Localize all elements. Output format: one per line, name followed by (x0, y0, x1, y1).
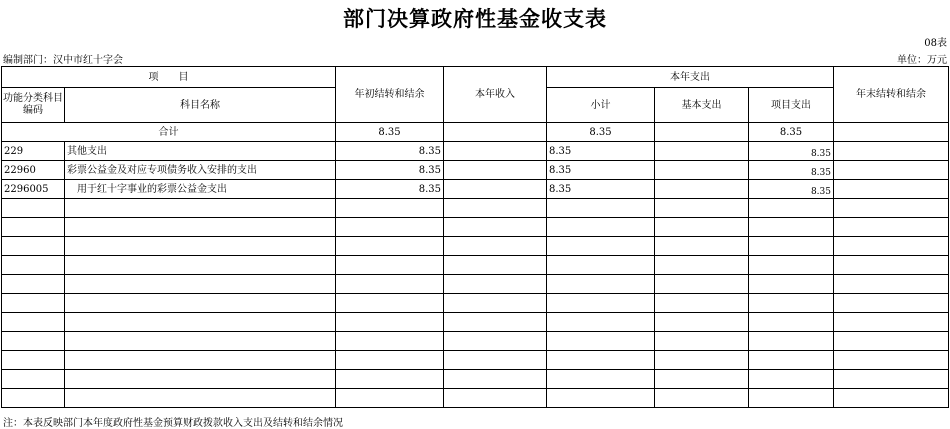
header-income: 本年收入 (444, 67, 547, 123)
total-subtotal: 8.35 (547, 123, 655, 142)
empty-cell (749, 237, 834, 256)
empty-cell (65, 389, 336, 408)
empty-cell (65, 294, 336, 313)
empty-cell (444, 332, 547, 351)
empty-cell (834, 332, 949, 351)
empty-cell (2, 218, 65, 237)
empty-cell (749, 313, 834, 332)
empty-cell (444, 199, 547, 218)
total-begin-balance: 8.35 (336, 123, 444, 142)
empty-cell (336, 351, 444, 370)
empty-cell (655, 389, 749, 408)
empty-cell (2, 275, 65, 294)
empty-cell (444, 351, 547, 370)
row-basic-expense (655, 180, 749, 199)
empty-cell (2, 313, 65, 332)
row-project-expense: 8.35 (749, 161, 834, 180)
row-subtotal: 8.35 (547, 161, 655, 180)
empty-cell (547, 199, 655, 218)
header-project: 项 目 (2, 67, 336, 88)
total-income (444, 123, 547, 142)
empty-cell (749, 370, 834, 389)
empty-row (2, 256, 949, 275)
table-row (2, 161, 949, 180)
empty-row (2, 370, 949, 389)
empty-cell (749, 275, 834, 294)
empty-cell (444, 218, 547, 237)
empty-row (2, 313, 949, 332)
header-expense-group: 本年支出 (547, 67, 834, 88)
header-subtotal: 小计 (547, 88, 655, 123)
empty-cell (547, 332, 655, 351)
empty-cell (834, 370, 949, 389)
empty-cell (65, 332, 336, 351)
row-name: 其他支出 (65, 142, 336, 161)
empty-cell (444, 275, 547, 294)
empty-cell (834, 218, 949, 237)
empty-cell (65, 313, 336, 332)
empty-cell (2, 351, 65, 370)
row-code: 229 (2, 142, 65, 161)
row-project-expense: 8.35 (749, 180, 834, 199)
empty-row (2, 218, 949, 237)
header-project-expense: 项目支出 (749, 88, 834, 123)
empty-cell (655, 199, 749, 218)
empty-cell (2, 256, 65, 275)
empty-cell (655, 256, 749, 275)
page-title: 部门决算政府性基金收支表 (343, 7, 607, 31)
empty-row (2, 237, 949, 256)
empty-cell (336, 199, 444, 218)
header-basic-expense: 基本支出 (655, 88, 749, 123)
row-basic-expense (655, 142, 749, 161)
unit-label: 单位：万元 (897, 55, 947, 66)
header-end-balance: 年末结转和结余 (834, 67, 949, 123)
row-begin-balance: 8.35 (336, 142, 444, 161)
empty-cell (2, 294, 65, 313)
empty-row (2, 332, 949, 351)
empty-cell (336, 332, 444, 351)
empty-cell (749, 294, 834, 313)
empty-cell (834, 199, 949, 218)
empty-row (2, 294, 949, 313)
empty-cell (65, 256, 336, 275)
row-project-expense: 8.35 (749, 142, 834, 161)
empty-cell (547, 237, 655, 256)
empty-cell (547, 370, 655, 389)
row-income (444, 180, 547, 199)
empty-cell (336, 389, 444, 408)
empty-cell (444, 370, 547, 389)
empty-cell (65, 199, 336, 218)
empty-cell (336, 313, 444, 332)
empty-cell (655, 237, 749, 256)
empty-cell (65, 275, 336, 294)
empty-cell (444, 389, 547, 408)
empty-cell (547, 351, 655, 370)
empty-cell (65, 351, 336, 370)
empty-cell (655, 313, 749, 332)
empty-cell (749, 351, 834, 370)
empty-cell (2, 199, 65, 218)
empty-cell (336, 275, 444, 294)
empty-cell (655, 294, 749, 313)
total-end-balance (834, 123, 949, 142)
row-income (444, 161, 547, 180)
row-name: 用于红十字事业的彩票公益金支出 (65, 180, 336, 199)
empty-cell (749, 256, 834, 275)
empty-cell (2, 389, 65, 408)
row-subtotal: 8.35 (547, 142, 655, 161)
table-number: 08表 (924, 38, 947, 49)
footnote: 注：本表反映部门本年度政府性基金预算财政拨款收入支出及结转和结余情况 (3, 418, 343, 429)
row-subtotal: 8.35 (547, 180, 655, 199)
row-end-balance (834, 161, 949, 180)
empty-cell (336, 370, 444, 389)
empty-cell (655, 275, 749, 294)
header-subject-name: 科目名称 (65, 88, 336, 123)
empty-cell (834, 294, 949, 313)
empty-cell (834, 351, 949, 370)
empty-cell (336, 256, 444, 275)
empty-cell (444, 313, 547, 332)
row-begin-balance: 8.35 (336, 161, 444, 180)
empty-cell (2, 237, 65, 256)
table-row (2, 142, 949, 161)
empty-row (2, 389, 949, 408)
empty-cell (834, 313, 949, 332)
empty-cell (655, 218, 749, 237)
department-label: 编制部门：汉中市红十字会 (3, 55, 123, 66)
empty-cell (749, 389, 834, 408)
empty-cell (547, 275, 655, 294)
fund-table (1, 66, 949, 408)
table-row (2, 180, 949, 199)
empty-cell (547, 294, 655, 313)
empty-cell (65, 218, 336, 237)
empty-cell (749, 218, 834, 237)
empty-cell (655, 370, 749, 389)
row-end-balance (834, 142, 949, 161)
empty-cell (834, 275, 949, 294)
empty-cell (336, 218, 444, 237)
empty-cell (749, 199, 834, 218)
empty-cell (834, 237, 949, 256)
empty-row (2, 199, 949, 218)
row-income (444, 142, 547, 161)
empty-cell (655, 332, 749, 351)
total-row (2, 123, 949, 142)
empty-cell (547, 389, 655, 408)
row-code: 2296005 (2, 180, 65, 199)
empty-cell (834, 389, 949, 408)
empty-cell (444, 294, 547, 313)
empty-cell (547, 256, 655, 275)
empty-cell (2, 332, 65, 351)
empty-cell (65, 370, 336, 389)
empty-cell (336, 294, 444, 313)
total-project-expense: 8.35 (749, 123, 834, 142)
empty-cell (547, 313, 655, 332)
empty-cell (336, 237, 444, 256)
empty-cell (444, 256, 547, 275)
empty-cell (547, 218, 655, 237)
row-basic-expense (655, 161, 749, 180)
total-basic-expense (655, 123, 749, 142)
empty-cell (834, 256, 949, 275)
total-label: 合计 (2, 123, 336, 142)
row-code: 22960 (2, 161, 65, 180)
empty-row (2, 351, 949, 370)
empty-cell (655, 351, 749, 370)
header-begin-balance: 年初结转和结余 (336, 67, 444, 123)
header-func-code: 功能分类科目编码 (2, 88, 65, 123)
row-name: 彩票公益金及对应专项债务收入安排的支出 (65, 161, 336, 180)
empty-cell (65, 237, 336, 256)
empty-cell (444, 237, 547, 256)
empty-cell (749, 332, 834, 351)
row-end-balance (834, 180, 949, 199)
empty-cell (2, 370, 65, 389)
empty-row (2, 275, 949, 294)
row-begin-balance: 8.35 (336, 180, 444, 199)
